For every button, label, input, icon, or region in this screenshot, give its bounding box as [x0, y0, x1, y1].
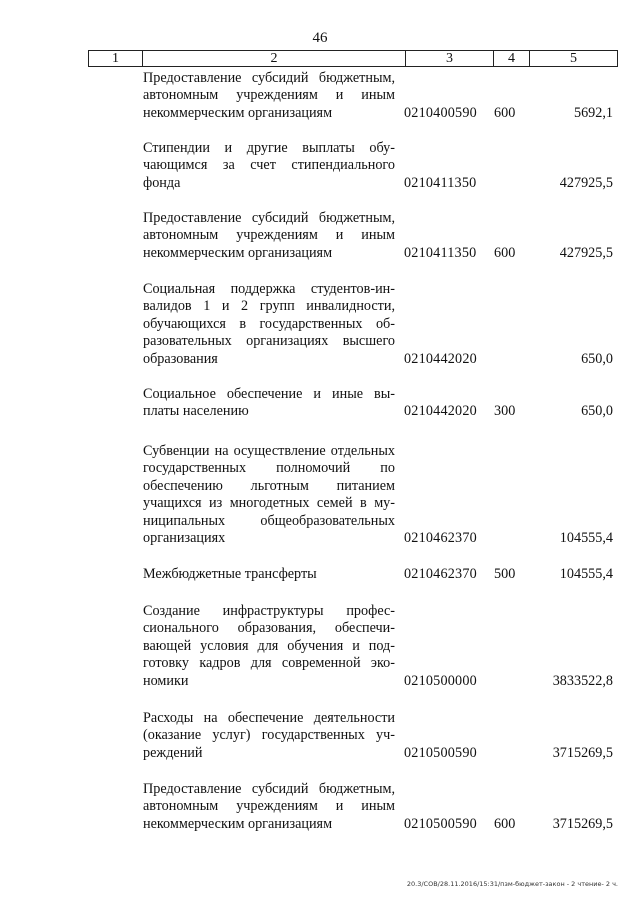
row-amount: 3715269,5: [552, 815, 613, 832]
row-code: 0210500590: [404, 815, 477, 832]
row-type: 500: [494, 566, 516, 582]
row-description: Социальная поддержка студентов-инвалидов 1 и 2 групп инвалидности, обучающихся в государственных образовательных организациях высшего образования: [143, 281, 395, 367]
row-code: 0210500590: [404, 744, 477, 761]
row-code: 0210500000: [404, 672, 477, 689]
column-header-table: [88, 50, 618, 67]
row-description: Предоставление субсидий бюджетным, автономным учреждениям и иным некоммерческим организациям: [143, 70, 395, 121]
row-code: 0210411350: [404, 244, 477, 261]
row-amount: 650,0: [581, 350, 613, 367]
row-amount: 427925,5: [559, 174, 613, 191]
row-amount: 5692,1: [573, 104, 613, 121]
row-description: Предоставление субсидий бюджетным, автономным учреждениям и иным некоммерческим организациям: [143, 781, 395, 832]
column-header-5: 5: [530, 51, 618, 67]
row-description: Расходы на обеспечение деятельности (оказание услуг) государственных учреждений: [143, 710, 395, 761]
row-amount: 427925,5: [559, 244, 613, 261]
column-header-3: 3: [406, 51, 494, 67]
row-description: Социальное обеспечение и иные выплаты населению: [143, 386, 395, 420]
row-code: 0210462370: [404, 530, 477, 546]
row-description: Субвенции на осуществление отдельных государственных полномочий по обеспечению льготным питанием учащихся из многодетных семей в муниципальных общеобразовательных организациях: [143, 443, 395, 547]
row-amount: 650,0: [581, 403, 613, 420]
row-code: 0210411350: [404, 174, 477, 191]
row-code: 0210442020: [404, 403, 477, 420]
column-header-1: 1: [89, 51, 143, 67]
row-code: 0210400590: [404, 104, 477, 121]
row-type: 300: [494, 403, 516, 420]
row-description: Межбюджетные трансферты: [143, 566, 317, 582]
column-header-row: [89, 51, 618, 67]
row-code: 0210442020: [404, 350, 477, 367]
row-type: 600: [494, 244, 516, 261]
row-amount: 104555,4: [559, 530, 613, 546]
row-type: 600: [494, 104, 516, 121]
page-number: 46: [312, 30, 328, 46]
column-header-4: 4: [494, 51, 530, 67]
row-description: Создание инфраструктуры профессионального образования, обеспечивающей условия для обучения и подготовку кадров для современной экономики: [143, 603, 395, 689]
column-header-2: 2: [143, 51, 406, 67]
row-description: Предоставление субсидий бюджетным, автономным учреждениям и иным некоммерческим организациям: [143, 210, 395, 261]
row-code: 0210462370: [404, 566, 477, 582]
row-description: Стипендии и другие выплаты обучающимся за счет стипендиального фонда: [143, 140, 395, 191]
row-type: 600: [494, 815, 516, 832]
row-amount: 104555,4: [559, 566, 613, 582]
document-footer-stamp: 20.3/COB/28.11.2016/15:31/пзм-бюджет-закон - 2 чтение- 2 ч.: [406, 880, 618, 888]
row-amount: 3833522,8: [552, 672, 613, 689]
row-amount: 3715269,5: [552, 744, 613, 761]
